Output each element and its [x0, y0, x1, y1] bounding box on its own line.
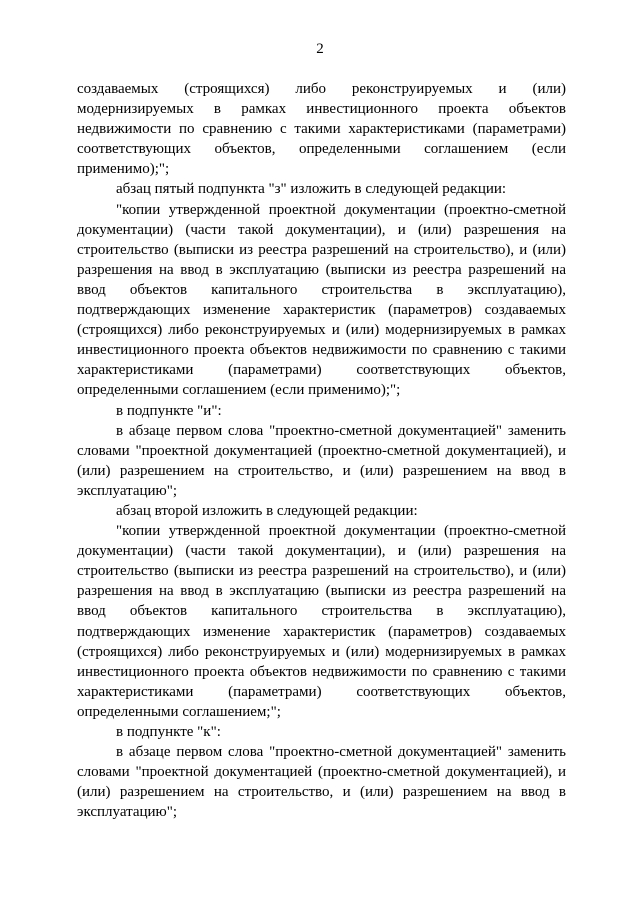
paragraph: создаваемых (строящихся) либо реконструируемых и (или) модернизируемых в рамках инвестиционного проекта объектов недвижимости по сравнению с такими характеристиками (параметрами) соответствующих объектов, определенными соглашением (если применимо);"; — [77, 81, 566, 178]
paragraph: в подпункте "к": — [116, 724, 221, 740]
paragraph: "копии утвержденной проектной документации (проектно-сметной документации) (части такой документации), и (или) разрешения на строительство (выписки из реестра разрешений на строительство), и (или) разрешения на ввод в эксплуатацию (выписки из реестра разрешений на ввод объектов капитального строительства в эксплуатацию), подтверждающих изменение характеристик (параметров) создаваемых (строящихся) либо реконструируемых и (или) модернизируемых в рамках инвестиционного проекта объектов недвижимости по сравнению с такими характеристиками (параметрами) соответствующих объектов, определенными соглашением;"; — [77, 523, 566, 720]
page-number: 2 — [316, 41, 324, 57]
paragraph: абзац второй изложить в следующей редакции: — [116, 502, 418, 519]
paragraph: абзац пятый подпункта "з" изложить в следующей редакции: — [116, 181, 507, 198]
paragraph: "копии утвержденной проектной документации (проектно-сметной документации) (части такой документации), и (или) разрешения на строительство (выписки из реестра разрешений на строительство), и (или) разрешения на ввод в эксплуатацию (выписки из реестра разрешений на ввод объектов капитального строительства в эксплуатацию), подтверждающих изменение характеристик (параметров) создаваемых (строящихся) либо реконструируемых и (или) модернизируемых в рамках инвестиционного проекта объектов недвижимости по сравнению с такими характеристиками (параметрами) соответствующих объектов, определенными соглашением (если применимо);"; — [77, 201, 566, 399]
paragraph: в абзаце первом слова "проектно-сметной документацией" заменить словами "проектной документацией (проектно-сметной документацией), и (или) разрешением на строительство, и (или) разрешением на ввод в эксплуатацию"; — [77, 744, 566, 821]
paragraph: в подпункте "и": — [116, 402, 222, 419]
paragraph: в абзаце первом слова "проектно-сметной документацией" заменить словами "проектной документацией (проектно-сметной документацией), и (или) разрешением на строительство, и (или) разрешением на ввод в эксплуатацию"; — [77, 422, 566, 499]
document-body — [77, 79, 566, 822]
